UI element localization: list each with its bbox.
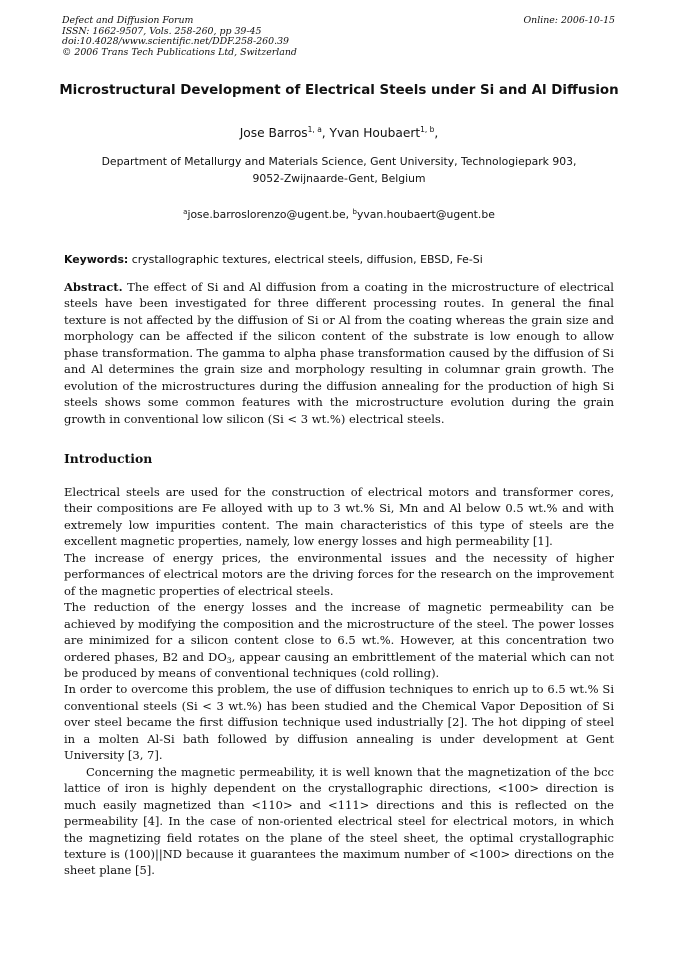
paragraph: Electrical steels are used for the construction of electrical motors and transformer cores, their compositions are Fe alloyed with up to 3 wt.% Si, Mn and Al below 0.5 wt.% and with extremely low impurities content. The main characteristics of this type of steels are the excellent magnetic properties, namely, low energy losses and high permeability [1]. <box>64 485 614 549</box>
online-date: Online: 2006-10-15 <box>523 15 615 26</box>
journal-name: Defect and Diffusion Forum <box>62 15 194 26</box>
email-mark: a <box>183 208 188 216</box>
paragraph: Concerning the magnetic permeability, it is well known that the magnetization of the bcc lattice of iron is highly dependent on the crystallographic directions, <100> direction is much easily magnetized than <110> and <111> directions and this is reflected on the permeability [4]. In the case of non-oriented electrical steel for electrical motors, in which the magnetizing field rotates on the plane of the steel sheet, the optimal crystallographic texture is (100)||ND because it guarantees the maximum number of <100> directions on the sheet plane [5]. <box>64 764 614 878</box>
paragraph <box>64 599 614 681</box>
author-separator: , <box>321 126 330 140</box>
body-text <box>64 484 614 879</box>
author-name: Yvan Houbaert <box>329 126 421 140</box>
author-affiliation-mark: 1, b <box>420 125 435 134</box>
email-address[interactable]: jose.barroslorenzo@ugent.be <box>187 208 346 221</box>
paragraph-text: The reduction of the energy losses and the increase of magnetic permeability can be achieved by modifying the composition and the microstructure of the steel. The power losses are minimized for a silicon content close to 6.5 wt.%. However, at this concentration two ordered phases, B2 and DO <box>64 600 614 664</box>
journal-header <box>62 16 297 58</box>
section-title: Introduction <box>64 451 153 466</box>
paper-title: Microstructural Development of Electrical Steels under Si and Al Diffusion <box>59 83 619 98</box>
subscript: 3 <box>226 655 232 665</box>
keywords-label: Keywords: <box>64 253 129 266</box>
abstract <box>64 279 614 427</box>
paragraph: In order to overcome this problem, the use of diffusion techniques to enrich up to 6.5 wt.% Si conventional steels (Si < 3 wt.%) has been studied and the Chemical Vapor Deposition of Si over steel became the first diffusion technique used industrially [2]. The hot dipping of steel in a molten Al-Si bath followed by diffusion annealing is under development at Gent University [3, 7]. <box>64 682 614 763</box>
paragraph-text: , appear causing an embrittlement of the material which can not be produced by means of conventional techniques (cold rolling). <box>64 649 614 680</box>
journal-issn: ISSN: 1662-9507, Vols. 258-260, pp 39-45 <box>62 25 262 37</box>
email-separator: , <box>345 208 353 221</box>
journal-doi: doi:10.4028/www.scientific.net/DDF.258-260.39 <box>62 36 289 48</box>
keywords-text: crystallographic textures, electrical steels, diffusion, EBSD, Fe-Si <box>128 253 483 266</box>
abstract-label: Abstract. <box>64 280 123 294</box>
affiliation <box>0 153 678 187</box>
author-trail: , <box>434 126 439 140</box>
author-name: Jose Barros <box>239 126 308 140</box>
keywords <box>64 253 483 266</box>
author-list <box>0 126 678 140</box>
affiliation-line: 9052-Zwijnaarde-Gent, Belgium <box>252 172 426 185</box>
email-mark: b <box>352 208 357 216</box>
paragraph: The increase of energy prices, the environmental issues and the necessity of higher performances of electrical motors are the driving forces for the research on the improvement of the magnetic properties of electrical steels. <box>64 550 614 598</box>
journal-copyright: © 2006 Trans Tech Publications Ltd, Switzerland <box>62 46 297 58</box>
email-address[interactable]: yvan.houbaert@ugent.be <box>356 208 495 221</box>
affiliation-line: Department of Metallurgy and Materials Science, Gent University, Technologiepark 903, <box>101 155 577 168</box>
author-affiliation-mark: 1, a <box>307 125 322 134</box>
author-emails <box>0 208 678 221</box>
abstract-text: The effect of Si and Al diffusion from a coating in the microstructure of electrical steels have been investigated for three different processing routes. In general the final texture is not affected by the diffusion of Si or Al from the coating whereas the grain size and morphology can be affected if the silicon content of the substrate is low enough to allow phase transformation. The gamma to alpha phase transformation caused by the diffusion of Si and Al determines the grain size and morphology resulting in columnar grain growth. The evolution of the microstructures during the diffusion annealing for the production of high Si steels shows some common features with the microstructure evolution during the grain growth in conventional low silicon (Si < 3 wt.%) electrical steels. <box>64 280 614 426</box>
